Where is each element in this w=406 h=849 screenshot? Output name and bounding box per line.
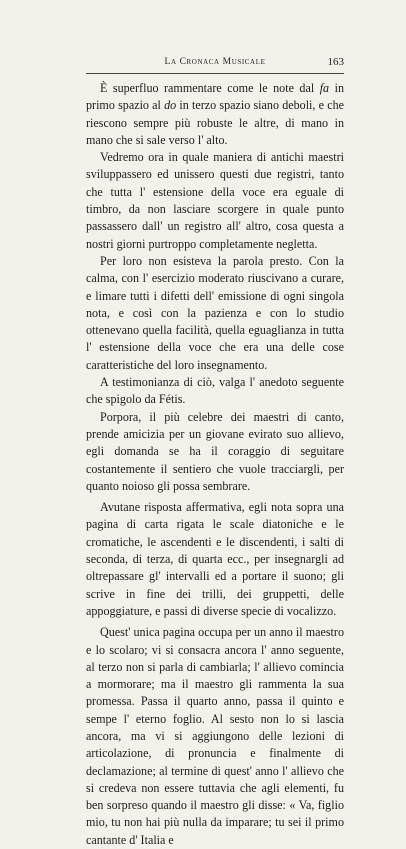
paragraph-text: Avutane risposta affermativa, egli nota sopra una pagina di carta rigata le scale diatoniche e le cromatiche, le ascendenti e le discendenti, i salti di seconda, di terza, di quarta ecc., per insegnargli ad oltrepassare gl' intervalli ed a portare il suono; gli scrive in fine dei trilli, dei gruppetti, delle appoggiature, e passi di diverse specie di vocalizzo.	[86, 500, 344, 618]
paragraph-text: Vedremo ora in quale maniera di antichi maestri sviluppassero ed unissero questi due registri, tanto che tutta l' estensione della voce era eguale di timbro, da non lasciare scorgere in quale punto passassero dall' un registro all' altro, cosa questa a nostri giorni purtroppo completamente negletta.	[86, 150, 344, 251]
paragraph-text: Per loro non esisteva la parola presto. Con la calma, con l' esercizio moderato riuscivano a curare, e limare tutti i difetti dell' emissione di ogni singola nota, e così con la pazienza e con lo studio ottenevano quella facilità, quella eguaglianza in tutta l' estensione della voce che era una delle cose caratteristiche del loro insegnamento.	[86, 253, 344, 372]
body-text	[86, 80, 344, 849]
paragraph	[86, 624, 344, 849]
paragraph-text: È superfluo rammentare come le note dal	[100, 81, 320, 95]
running-title: La Cronaca Musicale	[164, 57, 266, 67]
paragraph	[86, 499, 344, 620]
paragraph	[86, 149, 344, 253]
paragraph-text: Porpora, il più celebre dei maestri di canto, prende amicizia per un giovane evirato suo allievo, egli domanda se ha il coraggio di seguitare costantemente il sentiero che vuole tracciargli, per quanto noioso gli possa sembrare.	[86, 409, 344, 493]
italic-note-name: fa	[319, 81, 330, 95]
paragraph-text: in primo spazio al	[86, 81, 344, 113]
paragraph	[86, 374, 344, 409]
header-rule	[86, 73, 344, 74]
paragraph	[86, 253, 344, 374]
page-number: 163	[327, 56, 344, 68]
paragraph-text: in terzo spazio siano deboli, e che riescono sempre più robuste le altre, di mano in mano che si sale verso l' alto.	[86, 98, 344, 147]
italic-note-name: do	[164, 98, 177, 113]
running-head	[86, 56, 344, 72]
paragraph	[86, 80, 344, 149]
paragraph-text: A testimonianza di ciò, valga l' anedoto seguente che spigolo da Fétis.	[86, 375, 344, 407]
paragraph	[86, 409, 344, 495]
paragraph-text: Quest' unica pagina occupa per un anno il maestro e lo scolaro; vi si consacra ancora l' anno seguente, al terzo non si parla di cambiarla; l' allievo comincia a mormorare; ma il maestro gli rammenta la sua promessa. Passa il quarto anno, passa il quinto e sempe l' eterno foglio. Al sesto non lo si lascia ancora, ma vi si aggiungono delle lezioni di articolazione, di pronuncia e finalmente di declamazione; al termine di quest' anno l' allievo che si credeva non essere tuttavia che agli elementi, fu ben sorpreso quando il maestro gli disse: « Va, figlio mio, tu non hai più nulla da imparare; tu sei il primo cantante d' Italia e	[86, 625, 344, 847]
